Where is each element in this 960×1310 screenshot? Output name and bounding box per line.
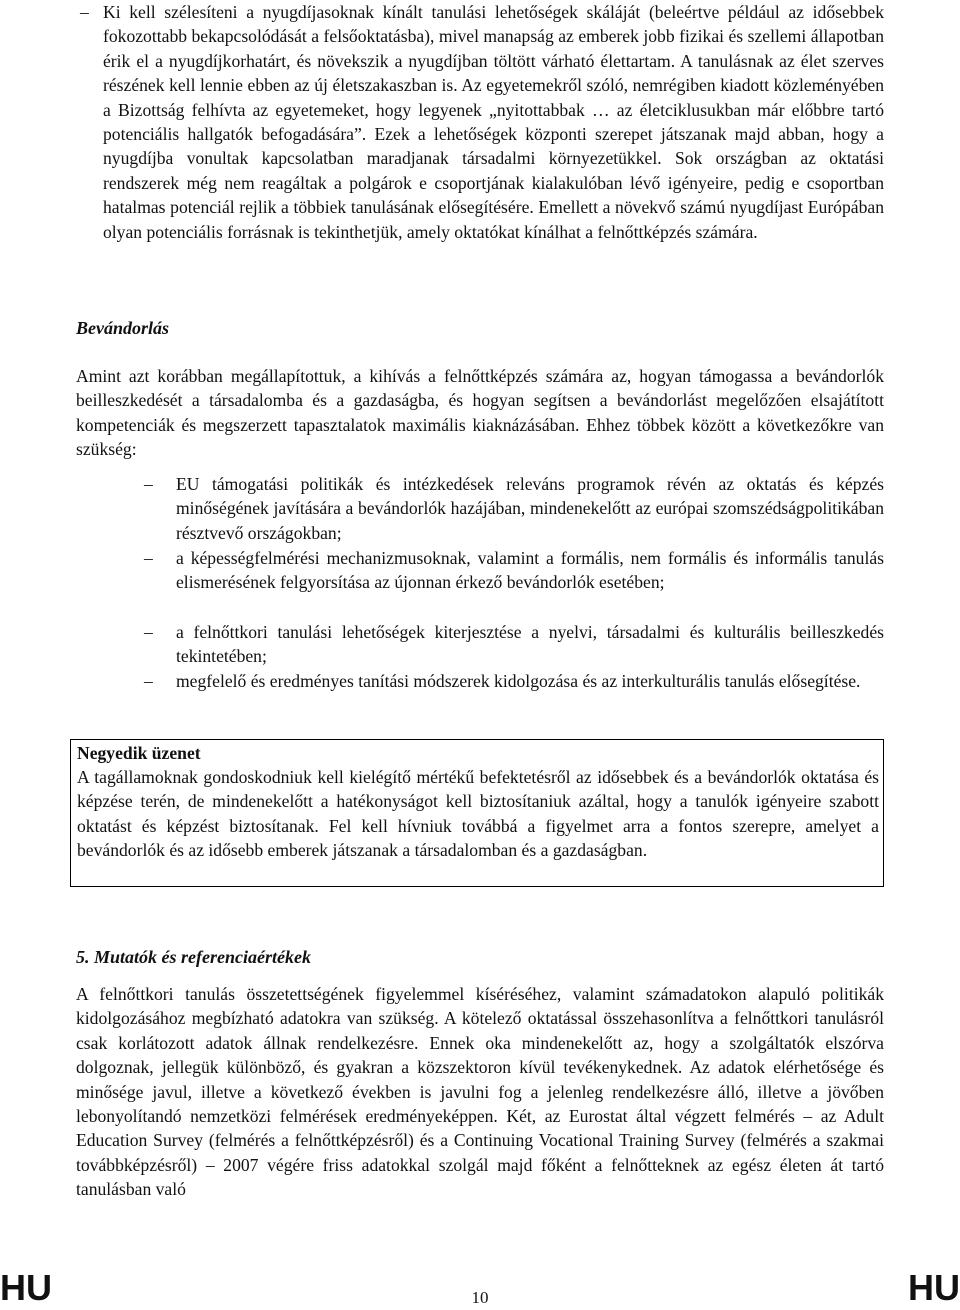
section-intro-paragraph: Amint azt korábban megállapítottuk, a kihívás a felnőttképzés számára az, hogyan támogassa a bevándorlók beilleszkedését a társadalomba és a gazdaságba, és hogyan segítsen a bevándorlást megelőzően elsajátított kompetenciák és megszerzett tapasztalatok maximális kiaknázásában. Ehhez többek között a következőkre van szükség: [76, 366, 884, 460]
list-dash: – [144, 671, 153, 691]
list-item-text: a felnőttkori tanulási lehetőségek kiterjesztése a nyelvi, társadalmi és kulturális beilleszkedés tekintetében; [176, 622, 884, 667]
section-5-paragraph: A felnőttkori tanulás összetettségének figyelemmel kíséréséhez, valamint számadatokon alapuló politikák kidolgozásához megbízható adatokra van szükség. A kötelező oktatással összehasonlítva a felnőttkori tanulásról csak korlátozott adatok állnak rendelkezésre. Ennek oka mindenekelőtt az, hogy a szolgáltatók elszórva dolgoznak, jellegük különböző, és gyakran a közszektoron kívül tevékenykednek. Az adatok elérhetősége és minősége javul, illetve a következő években is javulni fog a jelenleg rendelkezésre álló, illetve a jövőben lebonyolítandó nemzetközi felmérések eredményeképpen. Két, az Eurostat által végzett felmérés – az Adult Education Survey (felmérés a felnőttképzésről) és a Continuing Vocational Training Survey (felmérés a szakmai továbbképzésről) – 2007 végére friss adatokkal szolgál majd főként a felnőtteknek az egész életen át tartó tanulásban való [76, 984, 884, 1200]
message-box [70, 739, 884, 887]
list-dash: – [144, 548, 153, 568]
list-dash: – [144, 474, 153, 494]
language-code-right: HU [908, 1267, 960, 1308]
list-item-text: EU támogatási politikák és intézkedések releváns programok révén az oktatás és képzés minőségének javítására a bevándorlók hazájában, mindenekelőtt az európai szomszédságpolitikában résztvevő országokban; [176, 474, 884, 543]
list-item-text: megfelelő és eredményes tanítási módszerek kidolgozása és az interkulturális tanulás elősegítése. [176, 671, 861, 691]
list-dash: – [80, 2, 89, 22]
language-code-left: HU [0, 1267, 52, 1308]
list-dash: – [144, 622, 153, 642]
page-number: 10 [471, 1288, 489, 1307]
message-box-title: Negyedik üzenet [77, 743, 201, 763]
message-box-text: A tagállamoknak gondoskodniuk kell kielégítő mértékű befektetésről az idősebbek és a bevándorlók oktatása és képzése terén, de mindenekelőtt a hatékonyságot kell biztosítaniuk azáltal, hogy a tanulók igényeire szabott oktatást és képzést biztosítanak. Fel kell hívniuk továbbá a figyelmet arra a fontos szerepre, amelyet a bevándorlók és az idősebb emberek játszanak a társadalomban és a gazdaságban. [77, 767, 879, 861]
section-heading-5: 5. Mutatók és referenciaértékek [76, 947, 311, 967]
list-item-text: a képességfelmérési mechanizmusoknak, valamint a formális, nem formális és informális tanulás elismerésének felgyorsítása az újonnan érkező bevándorlók esetében; [176, 548, 884, 593]
section-heading-bevandorlas: Bevándorlás [76, 318, 170, 338]
list-item-text: Ki kell szélesíteni a nyugdíjasoknak kínált tanulási lehetőségek skáláját (beleértve például az idősebbek fokozottabb bekapcsolódását a felsőoktatásba), mivel manapság az emberek jobb fizikai és szellemi állapotban érik el a nyugdíjkorhatárt, és növekszik a nyugdíjban töltött várható élettartam. A tanulásnak az élet szerves részének kell lennie ebben az új életszakaszban is. Az egyetemekről szóló, nemrégiben kiadott közleményében a Bizottság felhívta az egyetemeket, hogy legyenek „nyitottabbak … az életciklusukban már előbbre tartó potenciális hallgatók befogadására”. Ezek a lehetőségek központi szerepet játszanak majd abban, hogy a nyugdíjba vonultak kapcsolatban maradjanak társadalmi környezetükkel. Sok országban az oktatási rendszerek még nem reagáltak a polgárok e csoportjának kialakulóban lévő igényeire, pedig e csoportban hatalmas potenciál rejlik a többiek tanulásának elősegítésére. Emellett a növekvő számú nyugdíjast Európában olyan potenciális forrásnak is tekinthetjük, amely oktatókat kínálhat a felnőttképzés számára. [103, 2, 884, 242]
